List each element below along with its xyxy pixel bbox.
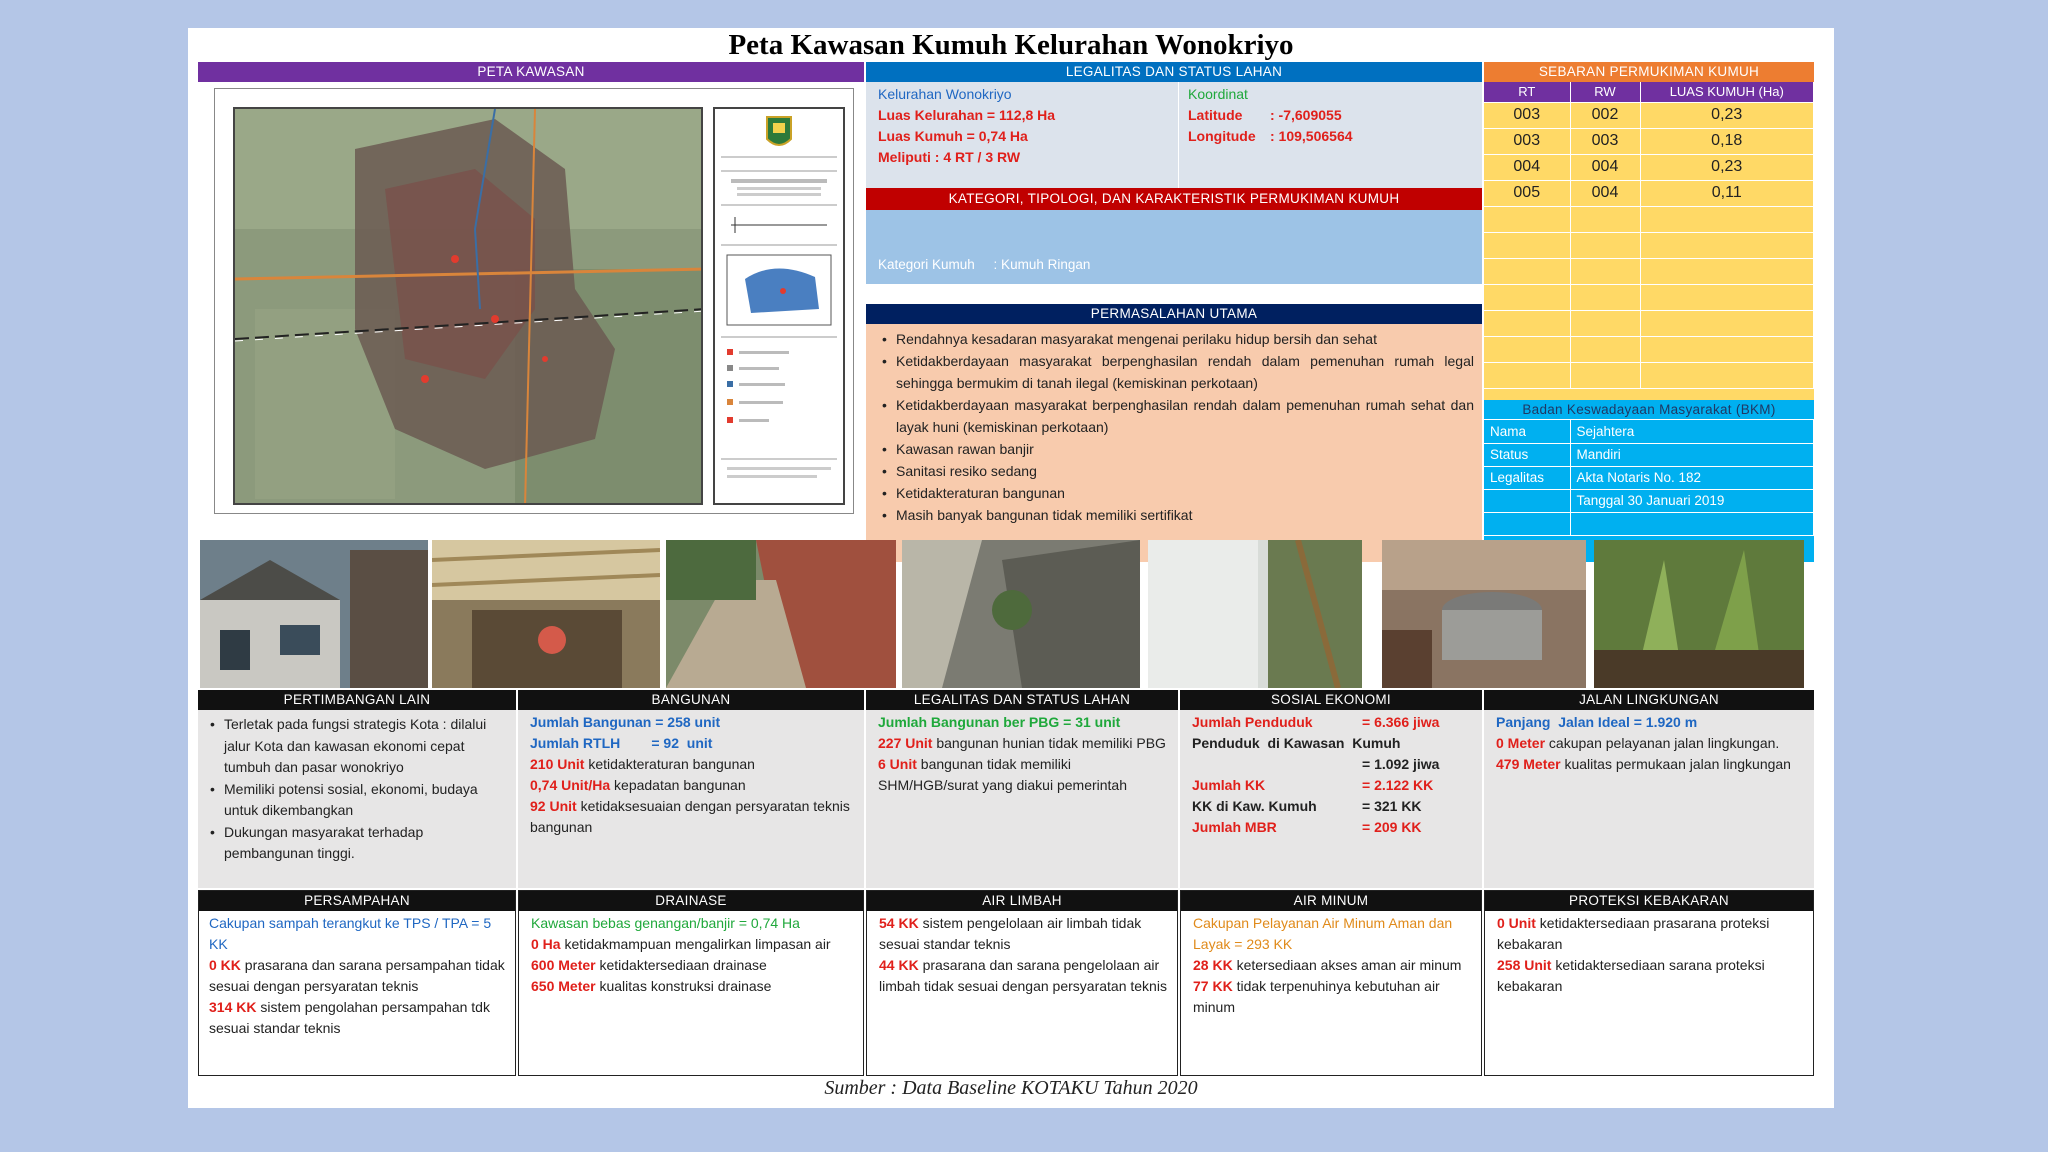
map-legend-graphic <box>715 109 843 503</box>
drainase-body <box>531 913 857 997</box>
kategori-line: Kategori Kumuh : Kumuh Ringan <box>878 257 1091 272</box>
cell-luas: 0,18 <box>1640 128 1814 154</box>
bangunan-l5-text: ketidaksesuaian dengan persyaratan teknis bangunan <box>530 798 850 835</box>
air-minum-header: AIR MINUM <box>1181 891 1481 911</box>
photo-ground-graphic <box>902 540 1140 688</box>
jumlah-bangunan-pbg: Jumlah Bangunan ber PBG = 31 unit <box>878 714 1121 730</box>
panjang-jalan: Panjang Jalan Ideal = 1.920 m <box>1496 714 1698 730</box>
jumlah-mbr-value: = 209 KK <box>1362 819 1422 835</box>
bkm-panel <box>1484 400 1814 562</box>
table-row <box>1484 154 1814 180</box>
table-row <box>1484 420 1814 443</box>
cell-rw: 003 <box>1570 128 1640 154</box>
permasalahan-panel <box>866 304 1482 562</box>
legalitas-top-header: LEGALITAS DAN STATUS LAHAN <box>866 62 1482 82</box>
luas-kelurahan: Luas Kelurahan = 112,8 Ha <box>878 107 1056 123</box>
sebaran-table <box>1484 82 1814 389</box>
legalitas-bottom-body <box>878 712 1170 796</box>
permasalahan-list <box>876 328 1474 526</box>
legalitas-l3-text: bangunan tidak memiliki SHM/HGB/surat yang diakui pemerintah <box>878 756 1127 793</box>
bangunan-l3-text: ketidakteraturan bangunan <box>584 756 755 772</box>
jumlah-penduduk-value: = 6.366 jiwa <box>1362 714 1440 730</box>
photo-garden-graphic <box>1594 540 1804 688</box>
meliputi: Meliputi : 4 RT / 3 RW <box>878 149 1021 165</box>
jumlah-mbr-label: Jumlah MBR <box>1192 819 1277 835</box>
persampahan-l3-value: 314 KK <box>209 999 257 1015</box>
air-minum-body <box>1193 913 1475 1018</box>
jumlah-penduduk-label: Jumlah Penduduk <box>1192 714 1313 730</box>
kategori-panel <box>866 188 1482 284</box>
koordinat-info <box>1188 84 1478 147</box>
table-row <box>1484 128 1814 154</box>
empty-row <box>1484 206 1814 232</box>
bangunan-body <box>530 712 856 838</box>
table-row <box>1484 443 1814 466</box>
jalan-l3-value: 479 Meter <box>1496 756 1561 772</box>
cell-luas: 0,23 <box>1640 154 1814 180</box>
list-item: • Masih banyak bangunan tidak memiliki sertifikat <box>876 504 1474 526</box>
sosial-body <box>1192 712 1474 838</box>
air-limbah-l1-text: sistem pengelolaan air limbah tidak sesuai standar teknis <box>879 915 1142 952</box>
cell-rt: 004 <box>1484 154 1570 180</box>
air-limbah-l2-value: 44 KK <box>879 957 919 973</box>
drainase-l2-value: 0 Ha <box>531 936 561 952</box>
empty-row <box>1484 336 1814 362</box>
latitude-value: : -7,609055 <box>1270 107 1342 123</box>
air-minum-panel <box>1180 890 1482 1076</box>
kategori-lines <box>878 212 1351 284</box>
status-value: Mandiri <box>1570 443 1814 466</box>
pertimbangan-header: PERTIMBANGAN LAIN <box>198 690 516 710</box>
regency-emblem-icon <box>767 117 791 145</box>
bangunan-header: BANGUNAN <box>518 690 864 710</box>
photo-well-graphic <box>1382 540 1586 688</box>
legalitas-top-panel <box>866 62 1482 188</box>
photo-roof-graphic <box>432 540 660 688</box>
jalan-panel <box>1484 690 1814 888</box>
photo-5 <box>1148 540 1362 688</box>
legalitas-l2-value: 227 Unit <box>878 735 933 751</box>
longitude-value: : 109,506564 <box>1270 128 1353 144</box>
persampahan-l2-value: 0 KK <box>209 957 241 973</box>
jumlah-bangunan: Jumlah Bangunan = 258 unit <box>530 714 721 730</box>
kk-kumuh-value: = 321 KK <box>1362 798 1422 814</box>
cakupan-sampah: Cakupan sampah terangkut ke TPS / TPA = 5 KK <box>209 915 492 952</box>
drainase-l2-text: ketidakmampuan mengalirkan limpasan air <box>560 936 831 952</box>
cell-rt: 003 <box>1484 128 1570 154</box>
jumlah-kk-label: Jumlah KK <box>1192 777 1266 793</box>
jumlah-kk-value: = 2.122 KK <box>1362 777 1434 793</box>
longitude-label: Longitude <box>1188 128 1256 144</box>
persampahan-l2-text: prasarana dan sarana persampahan tidak sesuai dengan persyaratan teknis <box>209 957 505 994</box>
air-limbah-body <box>879 913 1171 997</box>
bangunan-l5-value: 92 Unit <box>530 798 577 814</box>
list-item: • Rendahnya kesadaran masyarakat mengenai perilaku hidup bersih dan sehat <box>876 328 1474 350</box>
cell-rw: 004 <box>1570 180 1640 206</box>
bkm-table <box>1484 420 1814 536</box>
cakupan-air-minum: Cakupan Pelayanan Air Minum Aman dan Layak = 293 KK <box>1193 915 1453 952</box>
nama-value: Sejahtera <box>1570 420 1814 443</box>
photo-1 <box>200 540 428 688</box>
jumlah-rtlh: Jumlah RTLH = 92 unit <box>530 735 713 751</box>
sebaran-panel <box>1484 62 1814 400</box>
list-item: • Ketidakberdayaan masyarakat berpenghasilan rendah dalam pemenuhan rumah legal sehingga bermukim di tanah ilegal (kemiskinan perkotaan) <box>876 350 1474 394</box>
table-row <box>1484 102 1814 128</box>
proteksi-header: PROTEKSI KEBAKARAN <box>1485 891 1813 911</box>
air-limbah-l2-text: prasarana dan sarana pengelolaan air limbah tidak sesuai dengan persyaratan teknis <box>879 957 1167 994</box>
list-item: • Sanitasi resiko sedang <box>876 460 1474 482</box>
peta-kawasan-panel <box>198 62 864 562</box>
proteksi-l2-value: 258 Unit <box>1497 957 1552 973</box>
bangunan-l3-value: 210 Unit <box>530 756 585 772</box>
bangunan-l4-value: 0,74 Unit/Ha <box>530 777 611 793</box>
air-limbah-panel <box>866 890 1178 1076</box>
legalitas-label: Legalitas <box>1484 466 1570 489</box>
sosial-panel <box>1180 690 1482 888</box>
jalan-l3-text: kualitas permukaan jalan lingkungan <box>1560 756 1791 772</box>
empty-row <box>1484 284 1814 310</box>
map-frame <box>214 88 854 514</box>
kelurahan-name: Kelurahan Wonokriyo <box>878 86 1012 102</box>
cell-luas: 0,23 <box>1640 102 1814 128</box>
list-item: • Dukungan masyarakat terhadap pembangunan tinggi. <box>204 822 504 865</box>
air-minum-l2-text: ketersediaan akses aman air minum <box>1232 957 1462 973</box>
list-item: • Memiliki potensi sosial, ekonomi, budaya untuk dikembangkan <box>204 779 504 822</box>
drainase-header: DRAINASE <box>519 891 863 911</box>
empty-row <box>1484 512 1814 535</box>
photo-alley-graphic <box>666 540 896 688</box>
persampahan-header: PERSAMPAHAN <box>199 891 515 911</box>
status-label: Status <box>1484 443 1570 466</box>
legalitas-value-2: Tanggal 30 Januari 2019 <box>1570 489 1814 512</box>
drainase-l3-value: 600 Meter <box>531 957 596 973</box>
column-header: RT <box>1484 82 1570 102</box>
list-item: • Kawasan rawan banjir <box>876 438 1474 460</box>
kategori-header: KATEGORI, TIPOLOGI, DAN KARAKTERISTIK PERMUKIMAN KUMUH <box>866 188 1482 210</box>
source-caption: Sumber : Data Baseline KOTAKU Tahun 2020 <box>824 1077 1198 1099</box>
cell-rt: 003 <box>1484 102 1570 128</box>
peta-kawasan-header: PETA KAWASAN <box>198 62 864 82</box>
air-minum-l3-text: tidak terpenuhinya kebutuhan air minum <box>1193 978 1440 1015</box>
empty-row <box>1484 258 1814 284</box>
list-item: • Terletak pada fungsi strategis Kota : dilalui jalur Kota dan kawasan ekonomi cepat tumbuh dan pasar wonokriyo <box>204 714 504 779</box>
map-legend <box>713 107 845 505</box>
kk-kumuh-label: KK di Kaw. Kumuh <box>1192 798 1317 814</box>
satellite-map-graphic <box>235 109 703 505</box>
photo-4 <box>902 540 1140 688</box>
kelurahan-info <box>878 84 1178 168</box>
pertimbangan-list <box>204 714 504 865</box>
cell-rt: 005 <box>1484 180 1570 206</box>
bangunan-panel <box>518 690 864 888</box>
bkm-header: Badan Keswadayaan Masyarakat (BKM) <box>1484 400 1814 420</box>
page-title: Peta Kawasan Kumuh Kelurahan Wonokriyo <box>728 29 1294 61</box>
proteksi-l1-text: ketidaktersediaan prasarana proteksi kebakaran <box>1497 915 1770 952</box>
drainase-panel <box>518 890 864 1076</box>
legalitas-bottom-header: LEGALITAS DAN STATUS LAHAN <box>866 690 1178 710</box>
table-row <box>1484 180 1814 206</box>
drainase-l4-value: 650 Meter <box>531 978 596 994</box>
persampahan-panel <box>198 890 516 1076</box>
jalan-header: JALAN LINGKUNGAN <box>1484 690 1814 710</box>
air-minum-l2-value: 28 KK <box>1193 957 1233 973</box>
penduduk-kawasan-label: Penduduk di Kawasan Kumuh <box>1192 735 1401 751</box>
proteksi-panel <box>1484 890 1814 1076</box>
permasalahan-header: PERMASALAHAN UTAMA <box>866 304 1482 324</box>
legalitas-value-1: Akta Notaris No. 182 <box>1570 466 1814 489</box>
persampahan-body <box>209 913 509 1039</box>
air-limbah-l1-value: 54 KK <box>879 915 919 931</box>
map-image[interactable] <box>233 107 703 505</box>
koordinat-label: Koordinat <box>1188 86 1248 102</box>
photo-house-graphic <box>200 540 428 688</box>
jalan-l2-text: cakupan pelayanan jalan lingkungan. <box>1545 735 1780 751</box>
proteksi-l1-value: 0 Unit <box>1497 915 1536 931</box>
table-row <box>1484 466 1814 489</box>
sebaran-header: SEBARAN PERMUKIMAN KUMUH <box>1484 62 1814 82</box>
legalitas-l2-text: bangunan hunian tidak memiliki PBG <box>932 735 1166 751</box>
photo-6 <box>1382 540 1586 688</box>
penduduk-kawasan-value: = 1.092 jiwa <box>1362 756 1440 772</box>
cell-rw: 002 <box>1570 102 1640 128</box>
column-header: RW <box>1570 82 1640 102</box>
photo-7 <box>1594 540 1804 688</box>
photo-2 <box>432 540 660 688</box>
list-item: • Ketidakberdayaan masyarakat berpenghasilan rendah dalam pemenuhan rumah sehat dan layak huni (kemiskinan perkotaan) <box>876 394 1474 438</box>
nama-label: Nama <box>1484 420 1570 443</box>
column-header: LUAS KUMUH (Ha) <box>1640 82 1814 102</box>
slide <box>188 28 1834 1108</box>
list-item: • Ketidakteraturan bangunan <box>876 482 1474 504</box>
bangunan-l4-text: kepadatan bangunan <box>610 777 746 793</box>
kawasan-bebas-genangan: Kawasan bebas genangan/banjir = 0,74 Ha <box>531 915 800 931</box>
empty-row <box>1484 232 1814 258</box>
empty-row <box>1484 362 1814 388</box>
cell-rw: 004 <box>1570 154 1640 180</box>
drainase-l4-text: kualitas konstruksi drainase <box>595 978 772 994</box>
air-limbah-header: AIR LIMBAH <box>867 891 1177 911</box>
proteksi-body <box>1497 913 1807 997</box>
photo-3 <box>666 540 896 688</box>
jalan-body <box>1496 712 1806 775</box>
pertimbangan-panel <box>198 690 516 888</box>
legalitas-bottom-panel <box>866 690 1178 888</box>
jalan-l2-value: 0 Meter <box>1496 735 1546 751</box>
sosial-header: SOSIAL EKONOMI <box>1180 690 1482 710</box>
proteksi-l2-text: ketidaktersediaan sarana proteksi kebakaran <box>1497 957 1765 994</box>
luas-kumuh: Luas Kumuh = 0,74 Ha <box>878 128 1028 144</box>
drainase-l3-text: ketidaktersediaan drainase <box>595 957 767 973</box>
legalitas-l3-value: 6 Unit <box>878 756 917 772</box>
latitude-label: Latitude <box>1188 107 1243 123</box>
table-row <box>1484 489 1814 512</box>
photo-wall-graphic <box>1148 540 1362 688</box>
air-minum-l3-value: 77 KK <box>1193 978 1233 994</box>
empty-row <box>1484 310 1814 336</box>
persampahan-l3-text: sistem pengolahan persampahan tdk sesuai standar teknis <box>209 999 490 1036</box>
cell-luas: 0,11 <box>1640 180 1814 206</box>
